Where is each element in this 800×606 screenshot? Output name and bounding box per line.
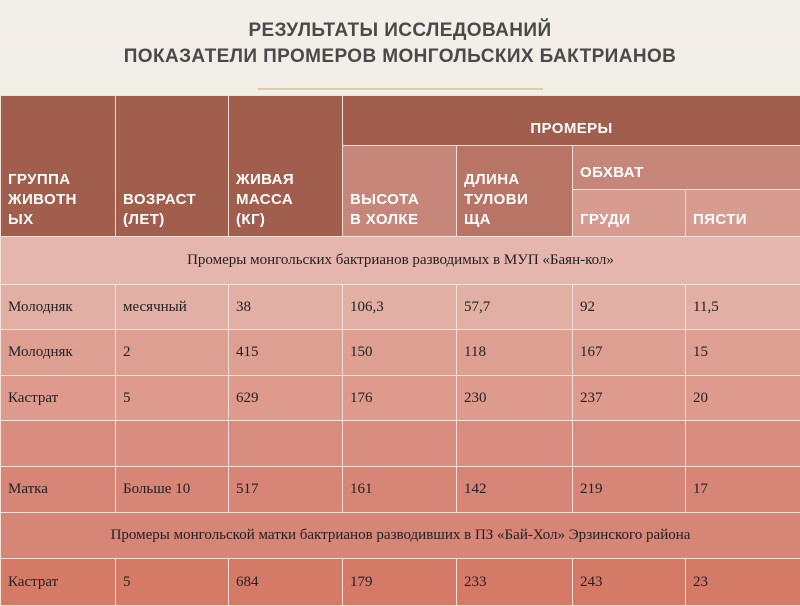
header-group: ГРУППА ЖИВОТН ЫХ xyxy=(1,96,116,237)
title-underline xyxy=(258,88,543,90)
section-title-1: Промеры монгольских бактрианов разводимых в МУП «Баян-кол» xyxy=(1,237,800,285)
header-measurements: ПРОМЕРЫ xyxy=(343,96,800,146)
table-row: Молодняк месячный 38 106,3 57,7 92 11,5 xyxy=(1,285,800,330)
table-row xyxy=(1,421,800,467)
section-title-2: Промеры монгольской матки бактрианов разводивших в ПЗ «Бай-Хол» Эрзинского района xyxy=(1,513,800,559)
header-metacarpus: ПЯСТИ xyxy=(686,190,800,237)
header-length: ДЛИНА ТУЛОВИ ЩА xyxy=(457,146,573,237)
measurements-table xyxy=(0,95,800,606)
header-girth: ОБХВАТ xyxy=(573,146,800,190)
slide-title xyxy=(0,18,800,70)
header-mass: ЖИВАЯ МАССА (КГ) xyxy=(229,96,343,237)
title-line-2: ПОКАЗАТЕЛИ ПРОМЕРОВ МОНГОЛЬСКИХ БАКТРИАНОВ xyxy=(0,44,800,70)
header-height: ВЫСОТА В ХОЛКЕ xyxy=(343,146,457,237)
title-line-1: РЕЗУЛЬТАТЫ ИССЛЕДОВАНИЙ xyxy=(0,18,800,44)
table-row: Кастрат 5 684 179 233 243 23 xyxy=(1,559,800,606)
header-age: ВОЗРАСТ (ЛЕТ) xyxy=(116,96,229,237)
table-row: Матка Больше 10 517 161 142 219 17 xyxy=(1,467,800,513)
table-row: Кастрат 5 629 176 230 237 20 xyxy=(1,376,800,421)
header-chest: ГРУДИ xyxy=(573,190,686,237)
table-row: Молодняк 2 415 150 118 167 15 xyxy=(1,330,800,376)
